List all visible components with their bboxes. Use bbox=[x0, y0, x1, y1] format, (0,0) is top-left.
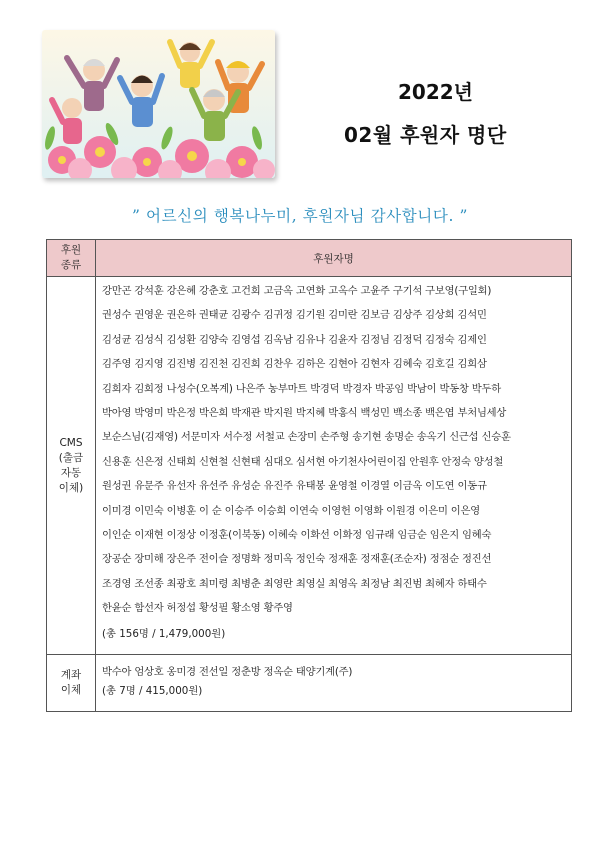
donor-line: 강만곤 강석훈 강은혜 강춘호 고건희 고금옥 고연화 고옥수 고윤주 구기석 구보영(구일회) bbox=[102, 285, 492, 297]
type-line: 계좌 bbox=[60, 669, 82, 682]
table-row-bank-transfer bbox=[47, 655, 572, 712]
donor-names-bank-transfer bbox=[96, 655, 572, 712]
type-line: 자동 bbox=[60, 466, 82, 479]
cms-total: (총 156명 / 1,479,000원) bbox=[102, 628, 226, 641]
donor-line: 권성수 권영운 권은하 권태균 김광수 김귀정 김기원 김미란 김보금 김상주 김상희 김석민 bbox=[102, 309, 487, 322]
type-line: CMS bbox=[59, 436, 83, 449]
header-donation-type bbox=[47, 240, 96, 277]
type-line: (출금 bbox=[58, 451, 84, 464]
donor-table bbox=[46, 239, 572, 712]
table-header-row bbox=[47, 240, 572, 277]
report-title: 02월 후원자 명단 bbox=[344, 123, 507, 147]
donor-line: 원성권 유문주 유선자 유선주 유성순 유진주 유태봉 윤영철 이경열 이금옥 이도연 이동규 bbox=[102, 480, 487, 493]
donor-line: 김주영 김지영 김진병 김진천 김진희 김찬우 김하은 김현아 김현자 김혜숙 김호길 김희삼 bbox=[102, 358, 487, 371]
donation-type-cms bbox=[47, 277, 96, 655]
donor-line: 조경영 조선종 최광호 최미령 최병춘 최영란 최영실 최영옥 최정남 최진범 최혜자 하태수 bbox=[102, 577, 487, 590]
donor-line: 신용훈 신은정 신태희 신현철 신현태 심대오 심서현 아기천사어린이집 안원후 안정숙 양성철 bbox=[102, 455, 504, 468]
cheering-people-illustration bbox=[42, 30, 275, 178]
donor-line: 박수아 엄상호 옹미경 전선일 정춘방 정옥순 태양기계(주) bbox=[102, 666, 353, 679]
type-line: 이체 bbox=[60, 684, 82, 697]
donor-line: 김성균 김성식 김성환 김양숙 김영섭 김옥남 김유나 김윤자 김정님 김정덕 김정숙 김제인 bbox=[102, 333, 487, 346]
donation-type-bank-transfer bbox=[47, 655, 96, 712]
header-donor-names: 후원자명 bbox=[96, 240, 572, 277]
thanks-slogan: ” 어르신의 행복나누미, 후원자님 감사합니다. ” bbox=[131, 207, 469, 225]
donor-line: 보순스님(김재영) 서문미자 서수정 서철교 손장미 손주형 송기현 송명순 송옥기 신근섭 신승훈 bbox=[102, 431, 511, 444]
header-type-line: 후원 bbox=[60, 244, 82, 256]
header-type-line: 종류 bbox=[60, 259, 82, 271]
donor-line: 김희자 김희정 나성수(오복계) 나은주 농부마트 박경덕 박경자 박공임 박남이 박동창 박두하 bbox=[102, 382, 501, 395]
donor-names-cms bbox=[96, 277, 572, 655]
donor-line: 한윤순 함선자 허정섭 황성필 황소영 황주영 bbox=[102, 602, 293, 615]
donor-line: 장공순 장미해 장은주 전이슬 정명화 정미옥 정인숙 정재훈 정재훈(조순자) 정점순 정진선 bbox=[102, 553, 492, 566]
header-illustration bbox=[42, 30, 275, 178]
donor-line: 이미경 이민숙 이병훈 이 순 이승주 이승희 이연숙 이영헌 이영화 이원경 이은미 이은영 bbox=[102, 504, 481, 517]
report-year: 2022년 bbox=[398, 80, 473, 104]
table-row-cms bbox=[47, 277, 572, 655]
type-line: 이체) bbox=[58, 481, 84, 494]
donor-line: 박아영 박영미 박은정 박은희 박재관 박지원 박지혜 박홍식 백성민 백소종 백은엽 부처님세상 bbox=[102, 406, 507, 419]
donor-line: 이인순 이재현 이정상 이정훈(이북동) 이혜숙 이화선 이화정 임규래 임금순 임은지 임혜숙 bbox=[102, 528, 492, 541]
bank-total: (총 7명 / 415,000원) bbox=[102, 685, 203, 698]
